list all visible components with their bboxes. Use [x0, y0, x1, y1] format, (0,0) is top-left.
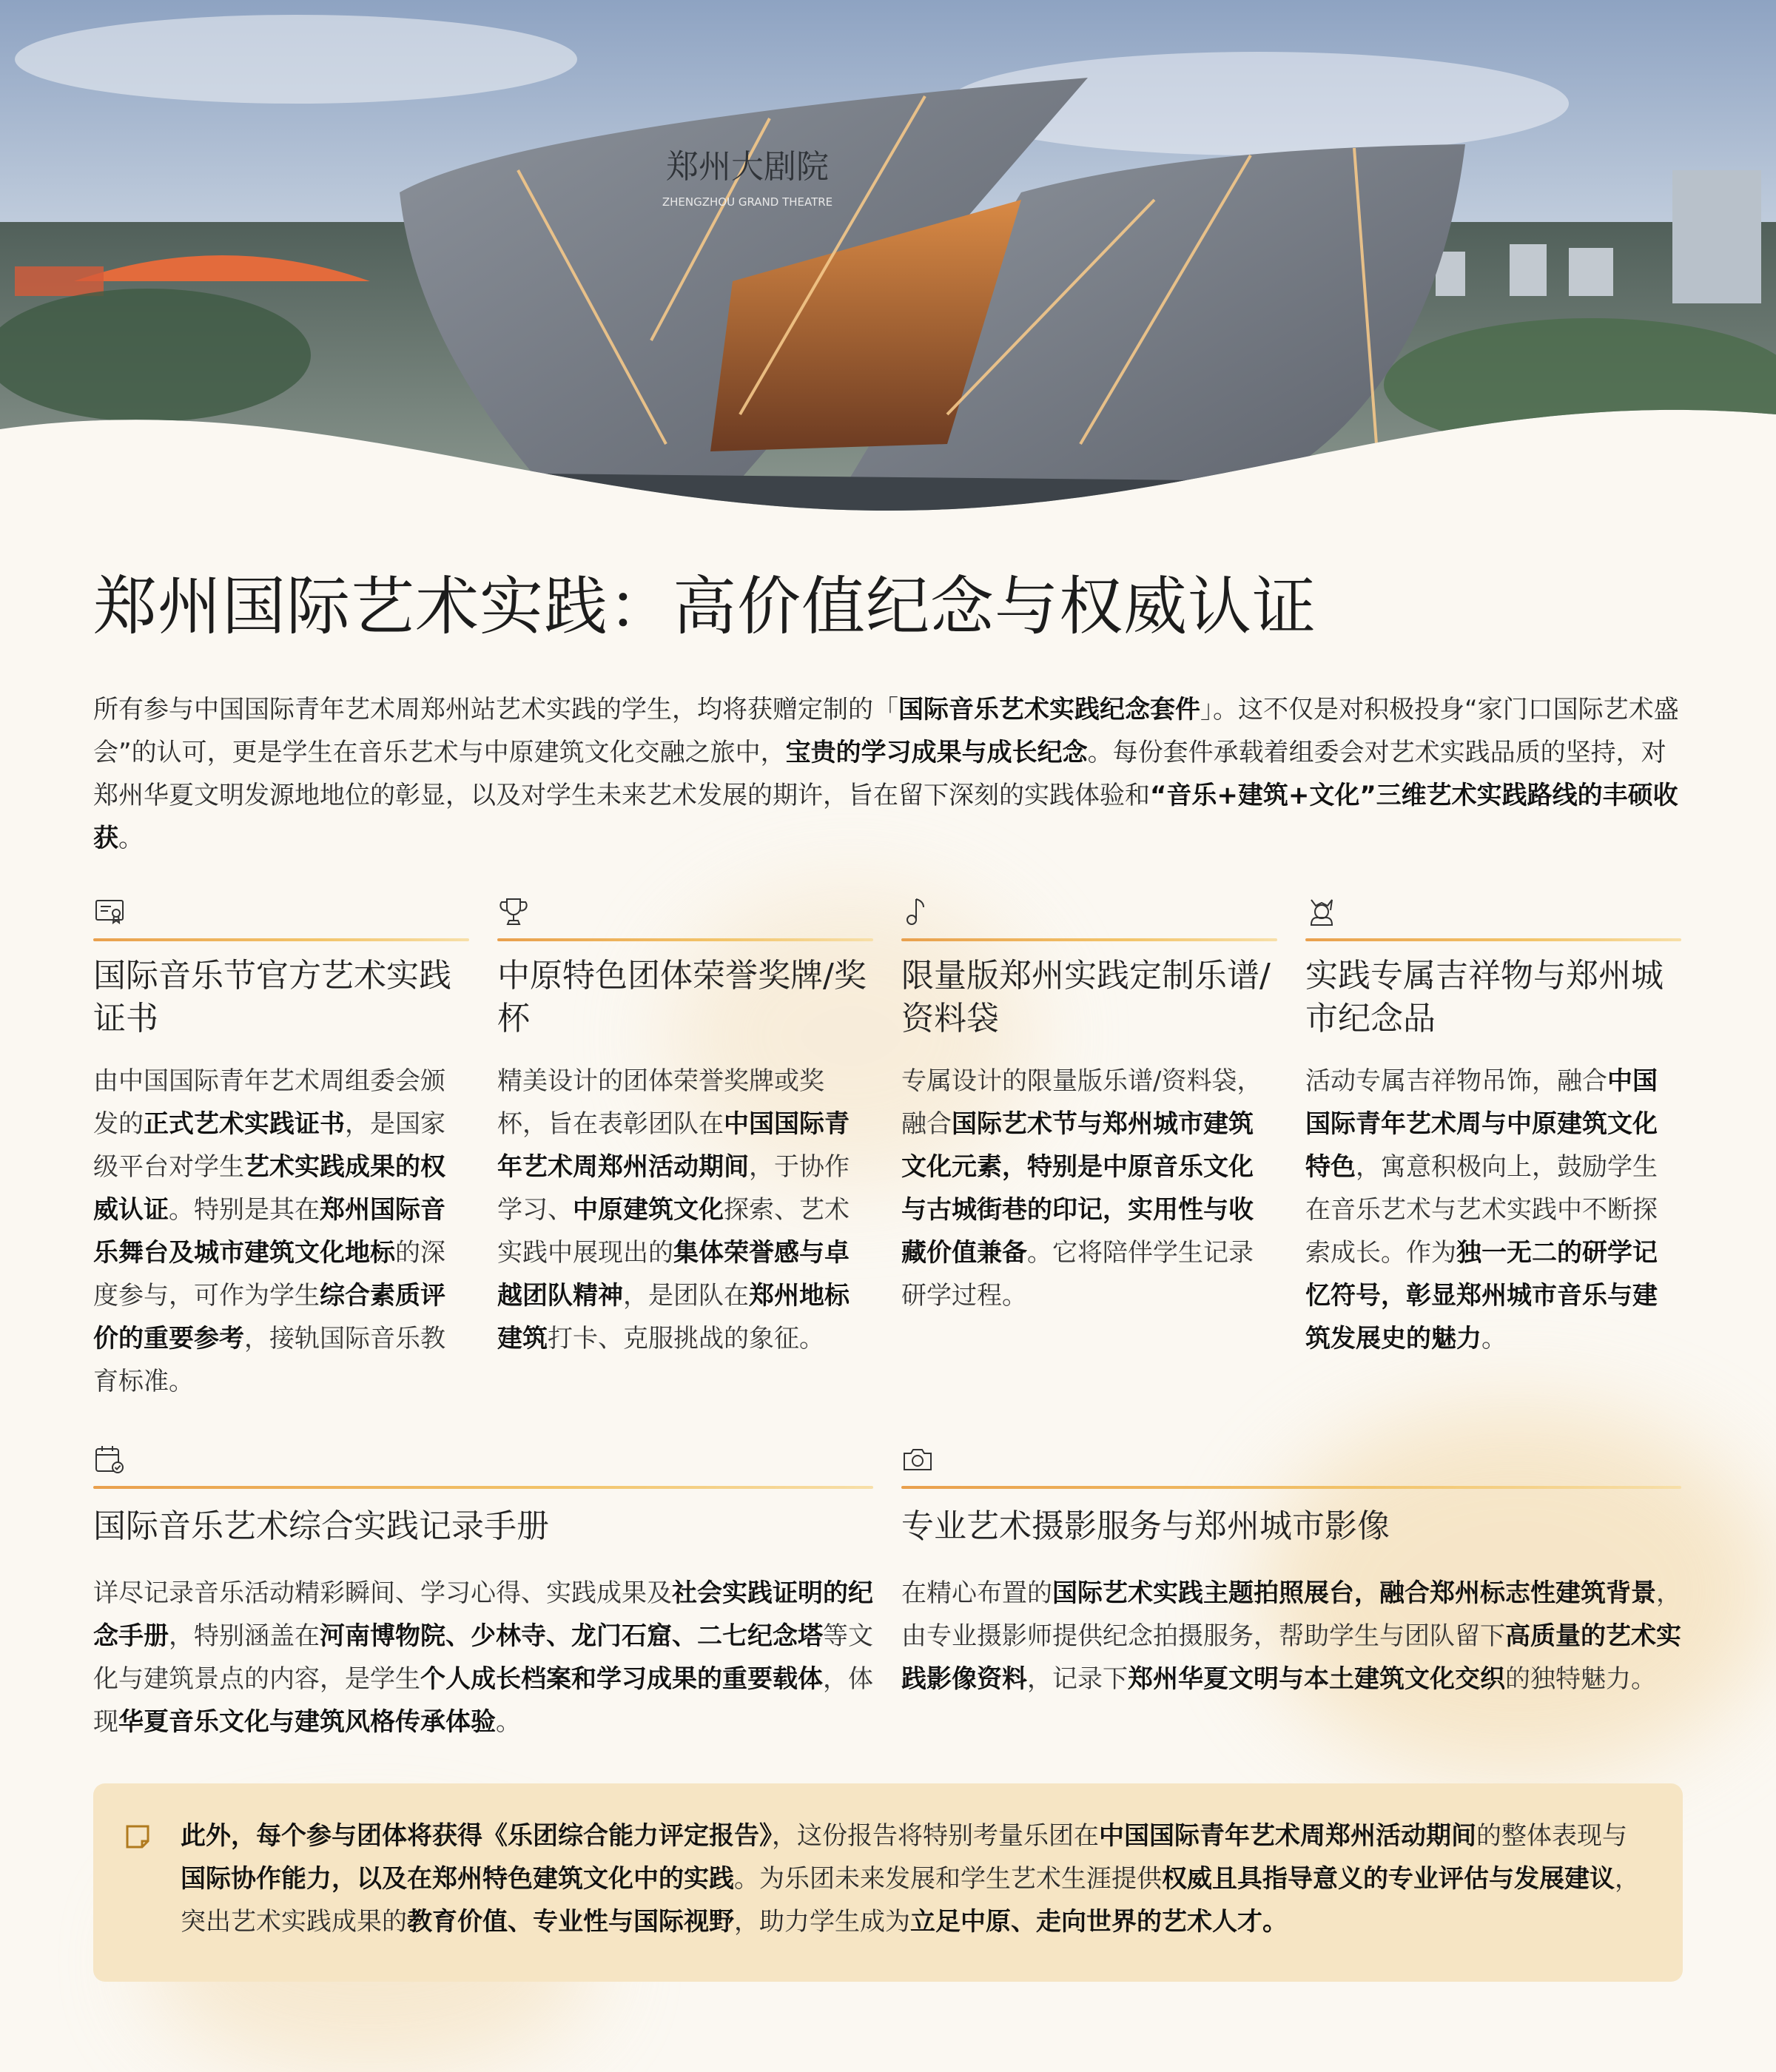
body-text: ，这份报告将特别考量乐团在 [772, 1821, 1099, 1851]
theatre-sign-text: 郑州大剧院 [666, 148, 829, 186]
emphasis-text: 艺术实践成果的权威认证 [93, 1152, 445, 1225]
card-divider [93, 1486, 873, 1489]
card-mascot [1305, 895, 1681, 1360]
body-text: ，于协作学习、 [497, 1152, 850, 1225]
body-text: 的深度参与，可作为学生 [93, 1238, 445, 1311]
card-title: 国际音乐节官方艺术实践证书 [93, 957, 451, 1037]
theatre-sign [662, 148, 832, 209]
emphasis-text: 高质量的艺术实践影像资料 [901, 1621, 1681, 1694]
body-text: ，特别涵盖在 [169, 1621, 320, 1651]
body-text: ，突出艺术实践成果的 [181, 1864, 1640, 1937]
body-text: ，是团队在 [623, 1281, 749, 1311]
report-note-text [181, 1814, 1646, 1943]
body-text: 精美设计的团体荣誉奖牌或奖杯，旨在表彰团队在 [497, 1066, 824, 1139]
camera-icon [901, 1443, 934, 1476]
emphasis-text: 郑州华夏文明与本土建筑文化交织 [1128, 1664, 1505, 1694]
body-text: 」。这不仅是对积极投身“家门口国际艺术盛会”的认可，更是学生在音乐艺术与中原建筑文化交融之旅中， [93, 695, 1679, 767]
body-text: 详尽记录音乐活动精彩瞬间、学习心得、实践成果及 [93, 1578, 672, 1608]
calendar-check-icon [93, 1443, 126, 1476]
body-text: 等文化与建筑景点的内容，是学生 [93, 1621, 873, 1694]
note-icon [123, 1822, 152, 1851]
card-title: 专业艺术摄影服务与郑州城市影像 [901, 1507, 1390, 1545]
card-description [93, 1572, 873, 1743]
card-description [93, 1060, 469, 1403]
card-divider [901, 938, 1277, 941]
emphasis-text: 独一无二的研学记忆符号，彰显郑州城市音乐与建筑发展史的魅力 [1305, 1238, 1658, 1353]
body-text: 的独特魅力。 [1505, 1664, 1656, 1694]
body-text: 。 [496, 1707, 521, 1737]
theatre-sign-subtext: ZHENGZHOU GRAND THEATRE [662, 195, 833, 209]
emphasis-text: 国际音乐艺术实践纪念套件 [898, 695, 1200, 724]
body-text: 打卡、克服挑战的象征。 [548, 1324, 824, 1353]
body-text: ，寓意积极向上，鼓励学生在音乐艺术与艺术实践中不断探索成长。作为 [1305, 1152, 1658, 1268]
emphasis-text: 权威且具指导意义的专业评估与发展建议 [1162, 1864, 1615, 1894]
body-text: 。特别是其在 [169, 1195, 320, 1225]
card-photography [901, 1443, 1681, 1701]
card-trophy [497, 895, 873, 1360]
mascot-icon [1305, 895, 1338, 928]
emphasis-text: 郑州国际音乐舞台及城市建筑文化地标 [93, 1195, 445, 1268]
card-title: 国际音乐艺术综合实践记录手册 [93, 1507, 549, 1545]
body-text: 专属设计的限量版乐谱/资料袋，融合 [901, 1066, 1262, 1139]
body-text: ，接轨国际音乐教育标准。 [93, 1324, 445, 1396]
card-description [497, 1060, 873, 1360]
emphasis-text: 综合素质评价的重要参考 [93, 1281, 445, 1353]
body-text: 。为乐团未来发展和学生艺术生涯提供 [734, 1864, 1162, 1894]
emphasis-text: 中国国际青年艺术周郑州活动期间 [497, 1109, 850, 1182]
body-text: ，由专业摄影师提供纪念拍摄服务，帮助学生与团队留下 [901, 1578, 1681, 1651]
page-title: 郑州国际艺术实践：高价值纪念与权威认证 [93, 570, 1316, 644]
emphasis-text: 此外，每个参与团体将获得《乐团综合能力评定报告》 [181, 1821, 772, 1851]
emphasis-text: “音乐+建筑+文化”三维艺术实践路线的丰硕收获 [93, 781, 1678, 853]
card-title: 限量版郑州实践定制乐谱/资料袋 [901, 957, 1271, 1037]
intro-paragraph [93, 688, 1683, 860]
card-divider [93, 938, 469, 941]
body-text: 的整体表现与 [1476, 1821, 1627, 1851]
emphasis-text: 华夏音乐文化与建筑风格传承体验 [118, 1707, 496, 1737]
card-certificate [93, 895, 469, 1403]
emphasis-text: 中原建筑文化 [573, 1195, 724, 1225]
emphasis-text: 个人成长档案和学习成果的重要载体 [420, 1664, 823, 1694]
body-text: 由中国国际青年艺术周组委会颁发的 [93, 1066, 445, 1139]
emphasis-text: 国际艺术实践主题拍照展台，融合郑州标志性建筑背景 [1052, 1578, 1656, 1608]
body-text: 活动专属吉祥物吊饰，融合 [1305, 1066, 1607, 1096]
body-text: ，是国家级平台对学生 [93, 1109, 445, 1182]
emphasis-text: 集体荣誉感与卓越团队精神 [497, 1238, 850, 1311]
body-text: ，体现 [93, 1664, 873, 1737]
emphasis-text: 国际协作能力，以及在郑州特色建筑文化中的实践 [181, 1864, 734, 1894]
emphasis-text: 河南博物院、少林寺、龙门石窟、二七纪念塔 [320, 1621, 823, 1651]
emphasis-text: 社会实践证明的纪念手册 [93, 1578, 873, 1651]
body-text: 。 [1481, 1324, 1507, 1353]
body-text: 。它将陪伴学生记录研学过程。 [901, 1238, 1254, 1311]
body-text: 。每份套件承载着组委会对艺术实践品质的坚持，对郑州华夏文明发源地地位的彰显，以及对学生未来艺术发展的期许，旨在留下深刻的实践体验和 [93, 738, 1666, 810]
card-divider [901, 1486, 1681, 1489]
emphasis-text: 教育价值、专业性与国际视野 [407, 1907, 734, 1937]
trophy-icon [497, 895, 530, 928]
card-title: 实践专属吉祥物与郑州城市纪念品 [1305, 957, 1664, 1037]
card-description [901, 1572, 1681, 1701]
emphasis-text: 中国国际青年艺术周与中原建筑文化特色 [1305, 1066, 1658, 1182]
hero-photo [0, 0, 1776, 518]
body-text: 。 [118, 824, 144, 853]
card-description [1305, 1060, 1681, 1360]
certificate-icon [93, 895, 126, 928]
body-text: 在精心布置的 [901, 1578, 1052, 1608]
emphasis-text: 国际艺术节与郑州城市建筑文化元素，特别是中原音乐文化与古城街巷的印记，实用性与收藏价值兼备 [901, 1109, 1254, 1268]
body-text: 所有参与中国国际青年艺术周郑州站艺术实践的学生，均将获赠定制的「 [93, 695, 898, 724]
card-title: 中原特色团体荣誉奖牌/奖杯 [497, 957, 867, 1037]
card-record-book [93, 1443, 873, 1743]
emphasis-text: 正式艺术实践证书 [144, 1109, 345, 1139]
body-text: 探索、艺术实践中展现出的 [497, 1195, 850, 1268]
body-text: ，助力学生成为 [734, 1907, 910, 1937]
main-content [93, 562, 1683, 1937]
report-note [93, 1783, 1683, 1982]
emphasis-text: 中国国际青年艺术周郑州活动期间 [1099, 1821, 1476, 1851]
emphasis-text: 立足中原、走向世界的艺术人才。 [910, 1907, 1288, 1937]
music-note-icon [901, 895, 934, 928]
card-score [901, 895, 1277, 1317]
card-divider [1305, 938, 1681, 941]
emphasis-text: 郑州地标建筑 [497, 1281, 850, 1353]
card-divider [497, 938, 873, 941]
emphasis-text: 宝贵的学习成果与成长纪念 [785, 738, 1088, 767]
card-description [901, 1060, 1277, 1317]
body-text: ，记录下 [1027, 1664, 1128, 1694]
